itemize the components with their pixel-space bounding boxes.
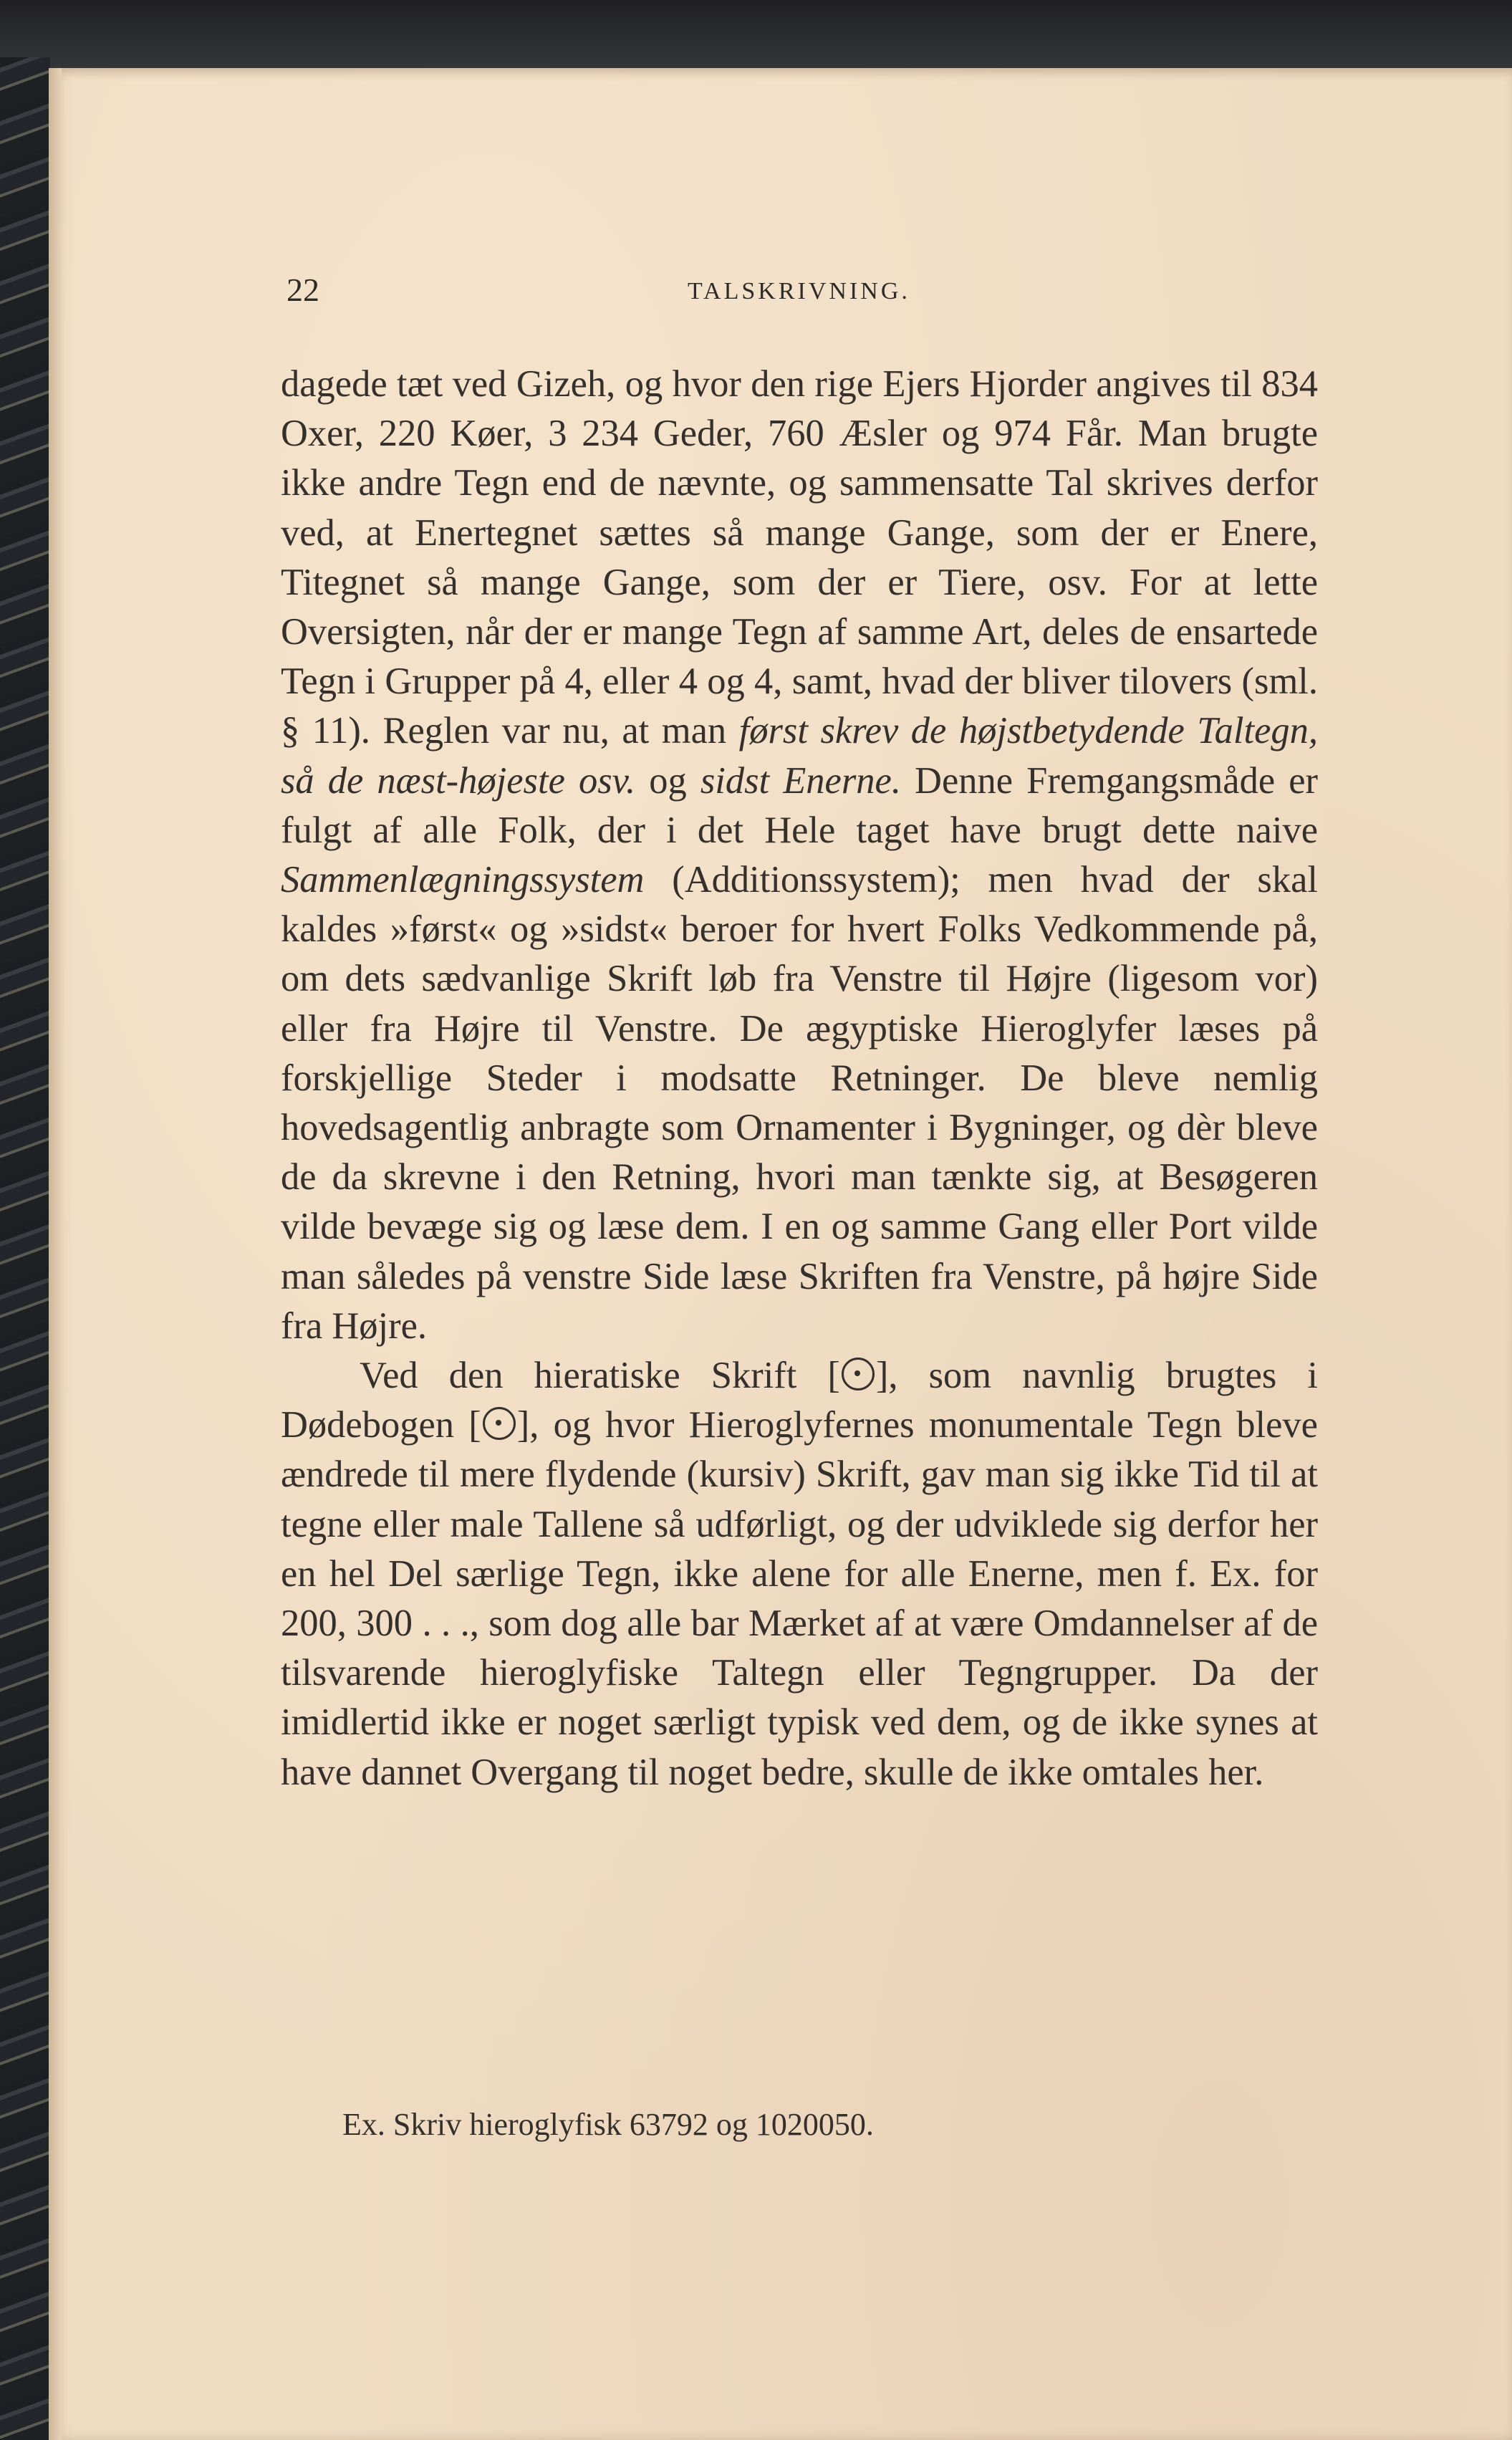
book-binding bbox=[0, 57, 50, 2440]
hieratic-glyph-icon bbox=[842, 1358, 875, 1390]
text-run: og bbox=[635, 759, 700, 802]
book-top-edge bbox=[0, 0, 1512, 68]
page-number: 22 bbox=[286, 272, 319, 308]
paragraph-1 bbox=[281, 360, 1318, 1351]
italic-run: først skrev de højstbetydende Taltegn, så de næst-højeste osv. bbox=[281, 710, 1318, 802]
text-run: Ved den hieratiske Skrift [ bbox=[360, 1355, 840, 1397]
italic-run: sidst Enerne. bbox=[700, 759, 901, 802]
italic-run: Sammenlægningssystem bbox=[281, 859, 645, 901]
running-title: TALSKRIVNING. bbox=[688, 278, 910, 304]
text-run: ], som navnlig brugtes i Dødebogen [ bbox=[281, 1355, 1318, 1446]
text-run: Denne Fremgangsmåde er fulgt af alle Folk, der i det Hele taget have brugt dette naive bbox=[281, 759, 1319, 851]
paragraph-2 bbox=[281, 1351, 1318, 1797]
body-text bbox=[281, 360, 1318, 1797]
hieratic-glyph-icon bbox=[483, 1407, 516, 1440]
page-header bbox=[286, 271, 960, 321]
example-footnote: Ex. Skriv hieroglyfisk 63792 og 1020050. bbox=[342, 2107, 874, 2142]
text-run: dagede tæt ved Gizeh, og hvor den rige Ejers Hjorder angives til 834 Oxer, 220 Køer, 3 234 Geder, 760 Æsler og 974 Får. Man brugte ikke andre Tegn end de nævnte, og sammensatte Tal skrives derfor ved, at Enertegnet sættes så mange Gange, som der er Enere, Titegnet så mange Gange, som der er Tiere, osv. For at lette Oversigten, når der er mange Tegn af samme Art, deles de ensartede Tegn i Grupper på 4, eller 4 og 4, samt, hvad der bliver tilovers (sml. § 11). Reglen var nu, at man bbox=[281, 363, 1318, 752]
text-run: (Additionssystem); men hvad der skal kaldes »først« og »sidst« beroer for hvert Folks Vedkommende på, om dets sædvanlige Skrift løb fra Venstre til Højre (ligesom vor) eller fra Højre til Venstre. De ægyptiske Hieroglyfer læses på forskjellige Steder i modsatte Retninger. De bleve nemlig hovedsagentlig anbragte som Ornamenter i Bygninger, og dèr bleve de da skrevne i den Retning, hvori man tænkte sig, at Besøgeren vilde bevæge sig og læse dem. I en og samme Gang eller Port vilde man således på venstre Side læse Skriften fra Venstre, på højre Side fra Højre. bbox=[281, 859, 1318, 1347]
page-gutter bbox=[49, 68, 62, 2440]
text-run: ], og hvor Hieroglyfernes monumentale Tegn bleve ændrede til mere flydende (kursiv) Skrift, gav man sig ikke Tid til at tegne eller male Tallene så udførligt, og der udviklede sig derfor her en hel Del særlige Tegn, ikke alene for alle Enerne, men f. Ex. for 200, 300 . . ., som dog alle bar Mærket af at være Omdannelser af de tilsvarende hieroglyfiske Taltegn eller Tegngrupper. Da der imidlertid ikke er noget særligt typisk ved dem, og de ikke synes at have dannet Overgang til noget bedre, skulle de ikke omtales her. bbox=[281, 1404, 1318, 1793]
